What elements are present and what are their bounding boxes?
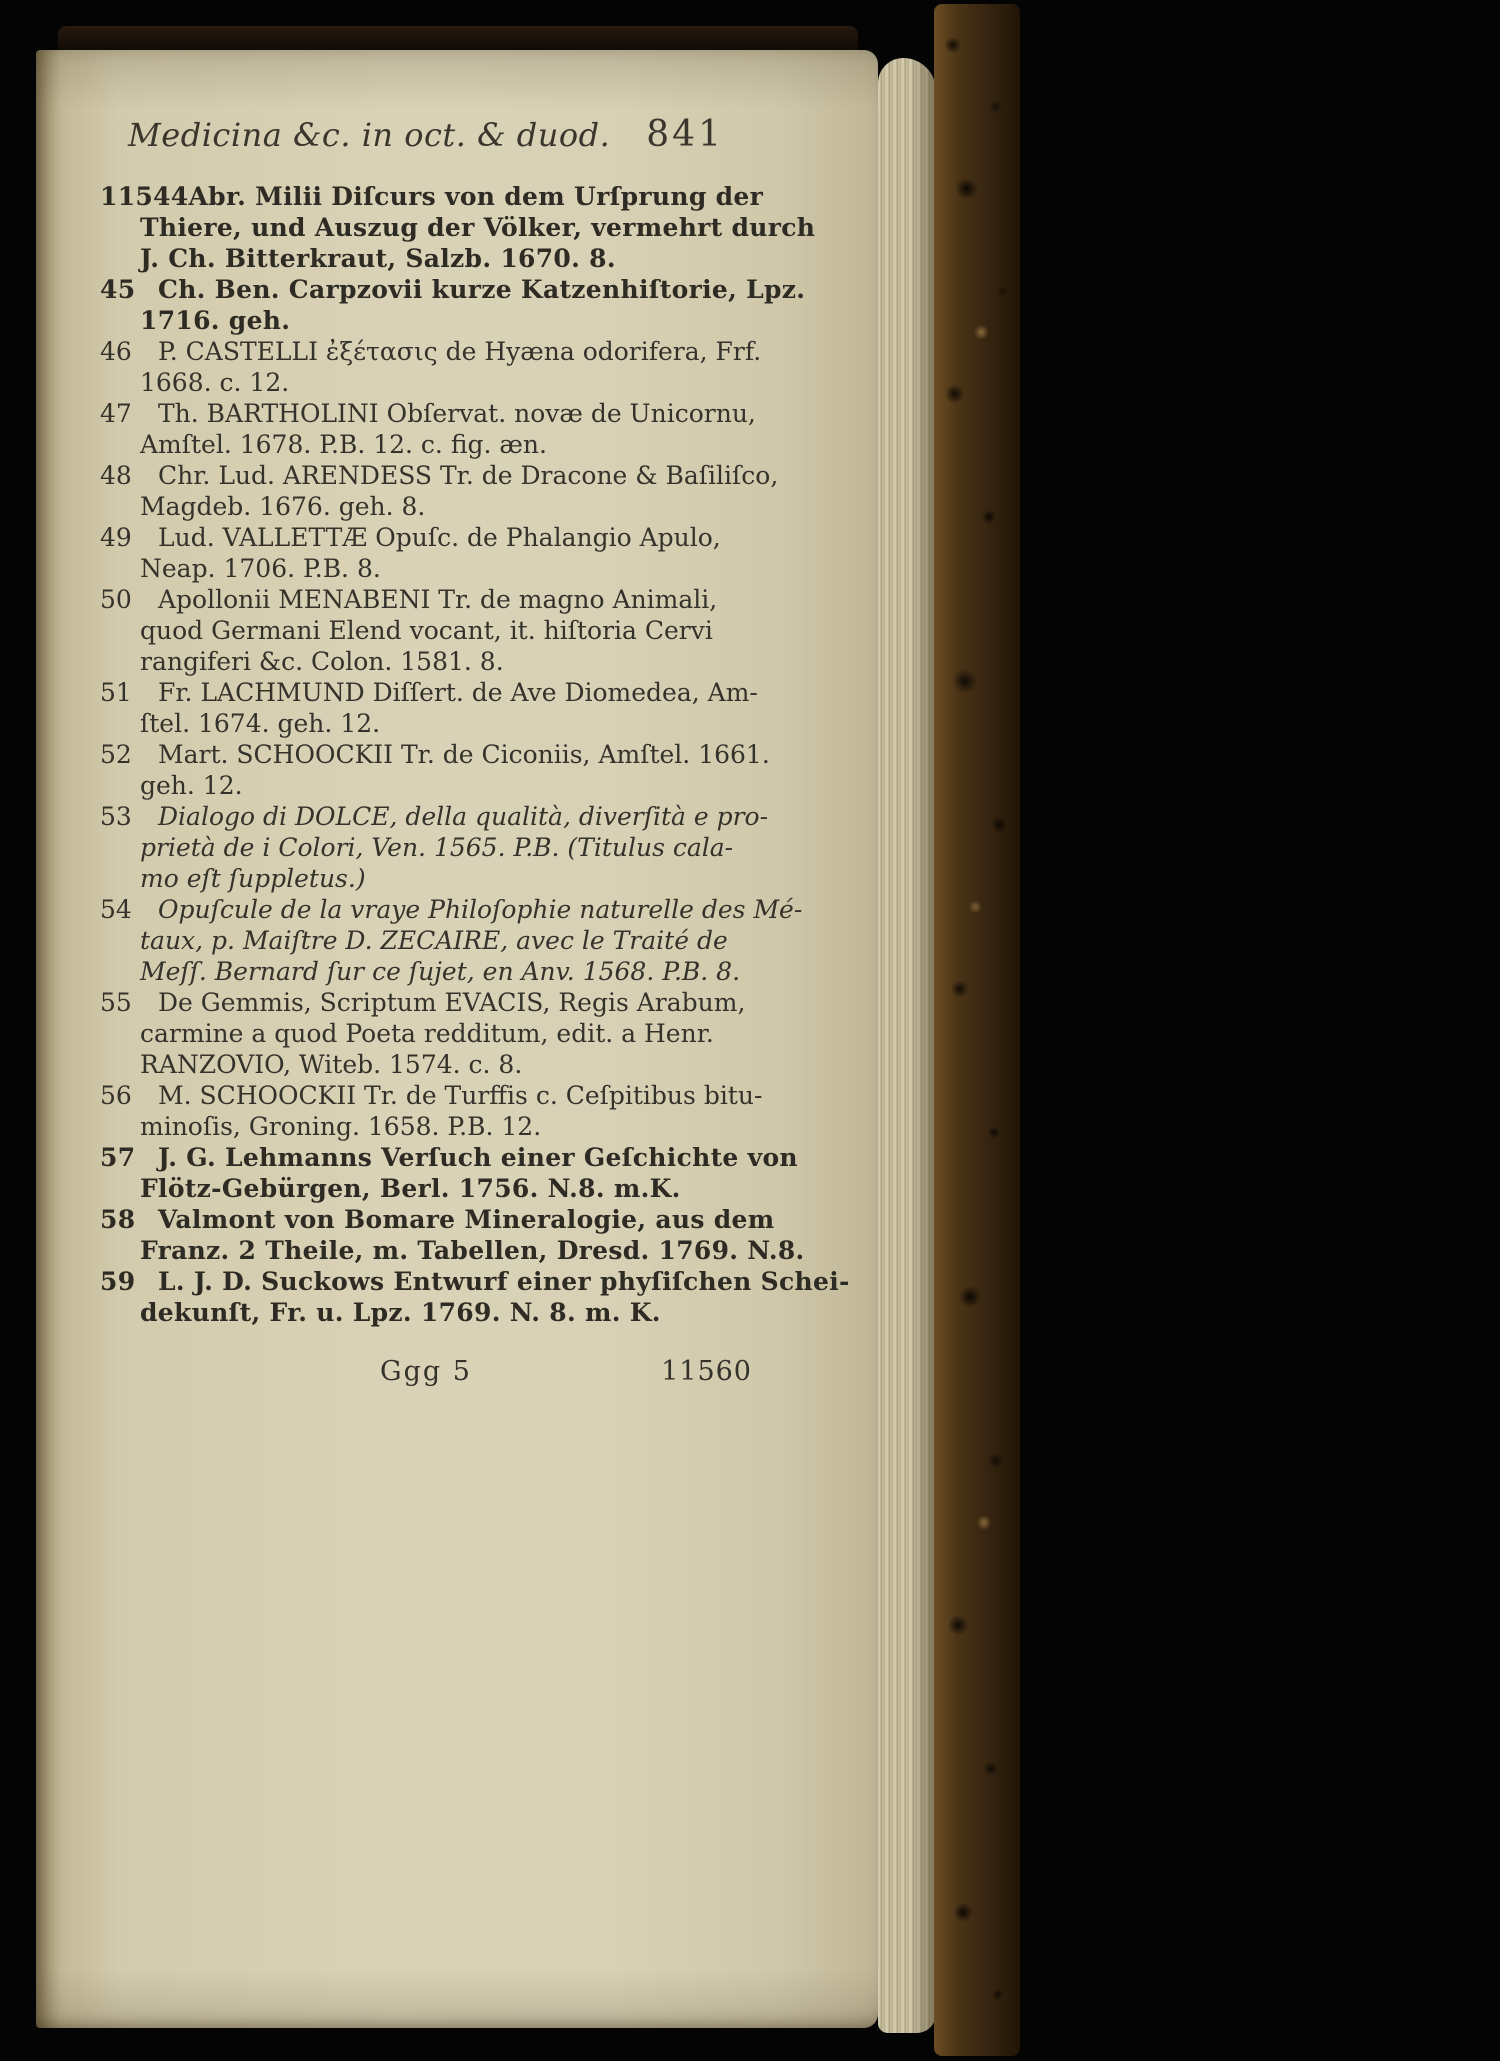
catalog-entry <box>100 801 769 894</box>
entry-text: Mart. SCHOOCKII Tr. de Ciconiis, Amſtel. 1661. <box>158 740 770 769</box>
entry-first-line <box>100 677 758 708</box>
entry-text: Fr. LACHMUND Diſſert. de Ave Diomedea, Am- <box>158 678 758 707</box>
entry-first-line <box>100 460 779 491</box>
entry-continuation-line: geh. 12. <box>140 771 243 800</box>
catalog-entry <box>100 274 806 336</box>
entry-text: Th. BARTHOLINI Obſervat. novæ de Unicornu, <box>158 399 756 428</box>
entry-first-line <box>100 739 770 770</box>
entry-number: 50 <box>100 585 132 614</box>
entry-number: 53 <box>100 802 132 831</box>
entry-text: Abr. Milii Diſcurs von dem Urſprung der <box>188 182 764 211</box>
entry-number: 54 <box>100 895 132 924</box>
entries <box>100 181 850 1328</box>
entry-first-line <box>100 1204 775 1235</box>
catalog-entry <box>100 987 752 1080</box>
page-footer <box>100 1356 752 1387</box>
entry-first-line <box>100 801 769 832</box>
entry-continuation-line: Franz. 2 Theile, m. Tabellen, Dresd. 1769. N.8. <box>140 1236 805 1265</box>
entry-first-line <box>100 398 756 429</box>
entry-continuation-line: ſtel. 1674. geh. 12. <box>140 709 381 738</box>
entry-text: M. SCHOOCKII Tr. de Turffis c. Ceſpitibus bitu- <box>158 1081 763 1110</box>
entry-number: 59 <box>100 1267 136 1296</box>
entry-text: P. CASTELLI ἐξέτασις de Hyæna odorifera, Frf. <box>158 337 762 366</box>
entry-text: Valmont von Bomare Mineralogie, aus dem <box>158 1205 775 1234</box>
entry-number: 57 <box>100 1143 136 1172</box>
entry-first-line <box>100 1080 763 1111</box>
entry-text: Opuſcule de la vraye Philoſophie naturelle des Mé- <box>158 895 803 924</box>
entry-continuation-line: Flötz-Gebürgen, Berl. 1756. N.8. m.K. <box>140 1174 681 1203</box>
entry-continuation-line: taux, p. Maiſtre D. ZECAIRE, avec le Traité de <box>140 926 728 955</box>
page-heading: Medicina &c. in oct. & duod. <box>128 116 611 154</box>
entry-first-line <box>100 584 752 615</box>
catalog-entry <box>100 1204 805 1266</box>
entry-number: 55 <box>100 988 132 1017</box>
entry-continuation-line: 1668. c. 12. <box>140 368 290 397</box>
catalog-entry <box>100 1266 850 1328</box>
entry-text: Ch. Ben. Carpzovii kurze Katzenhiſtorie, Lpz. <box>158 275 806 304</box>
catalog-entry <box>100 894 803 987</box>
leather-cover <box>934 4 1020 2056</box>
entry-number: 56 <box>100 1081 132 1110</box>
catalog-entry <box>100 181 816 274</box>
entry-continuation-line: 1716. geh. <box>140 306 291 335</box>
entry-continuation-line: minoſis, Groning. 1658. P.B. 12. <box>140 1112 542 1141</box>
entry-first-line <box>100 181 764 212</box>
entry-number: 58 <box>100 1205 136 1234</box>
entry-continuation-line: J. Ch. Bitterkraut, Salzb. 1670. 8. <box>140 244 616 273</box>
catalog-entry <box>100 1142 798 1204</box>
entry-continuation-line: carmine a quod Poeta redditum, edit. a Henr. <box>140 1019 714 1048</box>
entry-number: 47 <box>100 399 132 428</box>
entry-first-line <box>100 894 803 925</box>
entry-continuation-line: quod Germani Elend vocant, it. hiſtoria Cervi <box>140 616 713 645</box>
entry-continuation-line: Thiere, und Auszug der Völker, vermehrt durch <box>140 213 816 242</box>
entry-text: De Gemmis, Scriptum EVACIS, Regis Arabum, <box>158 988 746 1017</box>
text-block <box>100 114 850 1387</box>
entry-number: 52 <box>100 740 132 769</box>
book-page <box>36 50 878 2028</box>
entry-continuation-line: dekunſt, Fr. u. Lpz. 1769. N. 8. m. K. <box>140 1298 661 1327</box>
entry-first-line <box>100 987 752 1018</box>
entry-text: Lud. VALLETTÆ Opuſc. de Phalangio Apulo, <box>158 523 721 552</box>
entry-number: 48 <box>100 461 132 490</box>
catalog-entry <box>100 584 752 677</box>
catalog-entry <box>100 677 758 739</box>
entry-first-line <box>100 1142 798 1173</box>
entry-number: 11544 <box>100 182 189 211</box>
entry-number: 49 <box>100 523 132 552</box>
entry-first-line <box>100 336 762 367</box>
entry-text: L. J. D. Suckows Entwurf einer phyſiſchen Schei- <box>158 1267 850 1296</box>
entry-continuation-line: prietà de i Colori, Ven. 1565. P.B. (Titulus cala- <box>140 833 734 862</box>
entry-continuation-line: RANZOVIO, Witeb. 1574. c. 8. <box>140 1050 523 1079</box>
running-header <box>100 114 752 155</box>
signature-mark: Ggg 5 <box>380 1356 472 1387</box>
catchword-number: 11560 <box>661 1356 752 1387</box>
entry-first-line <box>100 274 806 305</box>
entry-continuation-line: mo eſt ſuppletus.) <box>140 864 366 893</box>
fore-edge-pages <box>878 58 936 2033</box>
entry-number: 46 <box>100 337 132 366</box>
catalog-entry <box>100 739 770 801</box>
entry-continuation-line: Amſtel. 1678. P.B. 12. c. fig. æn. <box>140 430 547 459</box>
entry-number: 45 <box>100 275 136 304</box>
entry-number: 51 <box>100 678 132 707</box>
entry-first-line <box>100 1266 850 1297</box>
entry-first-line <box>100 522 752 553</box>
catalog-entry <box>100 1080 763 1142</box>
entry-continuation-line: rangiferi &c. Colon. 1581. 8. <box>140 647 504 676</box>
entry-text: J. G. Lehmanns Verſuch einer Geſchichte von <box>158 1143 798 1172</box>
page-number: 841 <box>646 114 724 155</box>
catalog-entry <box>100 336 762 398</box>
catalog-entry <box>100 398 756 460</box>
catalog-entry <box>100 522 752 584</box>
entry-continuation-line: Meſſ. Bernard ſur ce ſujet, en Anv. 1568. P.B. 8. <box>140 957 741 986</box>
entry-text: Chr. Lud. ARENDESS Tr. de Dracone & Baſiliſco, <box>158 461 779 490</box>
catalog-entry <box>100 460 779 522</box>
entry-text: Dialogo di DOLCE, della qualità, diverſità e pro- <box>158 802 769 831</box>
entry-continuation-line: Neap. 1706. P.B. 8. <box>140 554 381 583</box>
entry-text: Apollonii MENABENI Tr. de magno Animali, <box>158 585 718 614</box>
entry-continuation-line: Magdeb. 1676. geh. 8. <box>140 492 426 521</box>
